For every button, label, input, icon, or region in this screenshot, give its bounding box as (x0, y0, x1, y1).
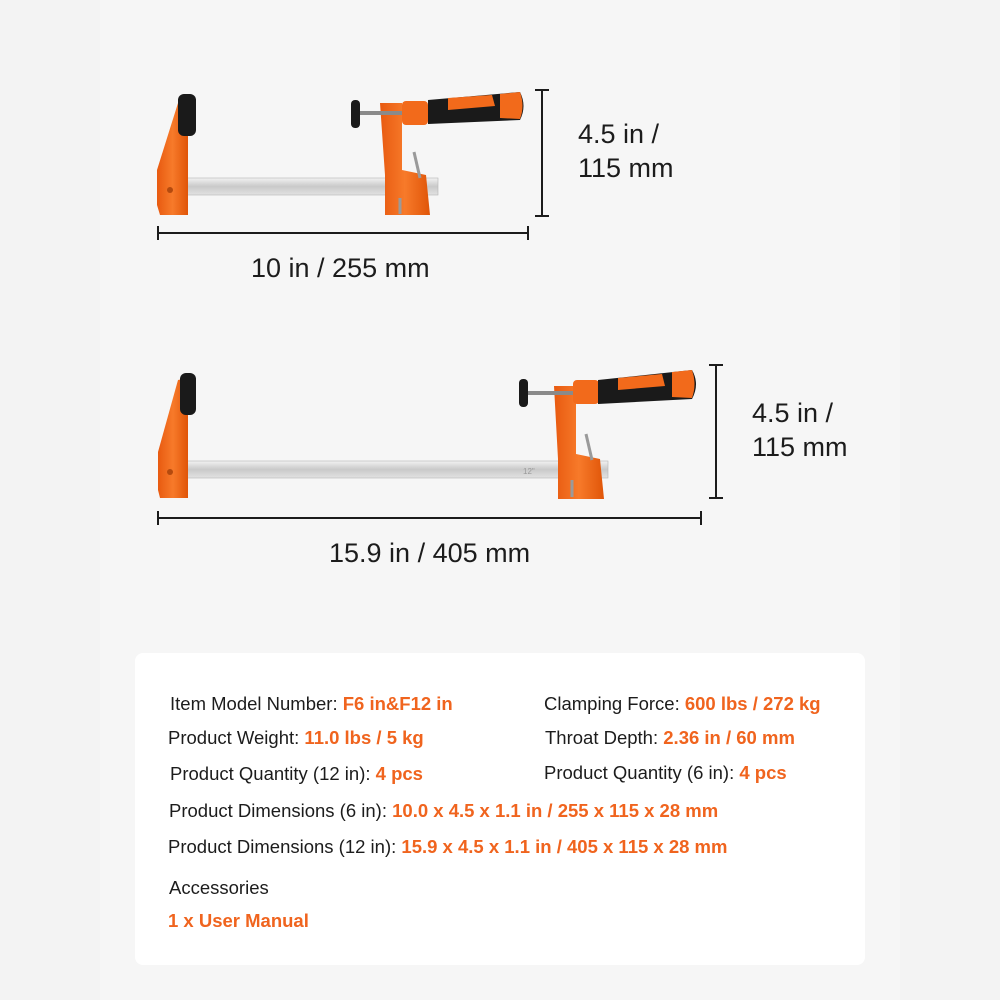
spec-qty6-label: Product Quantity (6 in): (544, 762, 740, 783)
bar-mark-12: 12" (523, 467, 535, 476)
spec-dim6-label: Product Dimensions (6 in): (169, 800, 393, 821)
spec-dim6-value: 10.0 x 4.5 x 1.1 in / 255 x 115 x 28 mm (392, 800, 719, 821)
spec-throat-label: Throat Depth: (545, 727, 664, 748)
small-height-label: 4.5 in / (578, 119, 660, 149)
large-length-label: 15.9 in / 405 mm (329, 538, 531, 568)
spec-throat-value: 2.36 in / 60 mm (663, 727, 795, 748)
spec-throat (545, 726, 795, 750)
spec-force-value: 600 lbs / 272 kg (684, 693, 821, 714)
spec-dim6 (169, 799, 718, 823)
small-length-label: 10 in / 255 mm (251, 253, 430, 283)
spec-qty6 (544, 761, 787, 785)
spec-weight-value: 11.0 lbs / 5 kg (304, 727, 424, 748)
spec-dim12-label: Product Dimensions (12 in): (168, 836, 402, 857)
accessories-title: Accessories (169, 877, 269, 898)
large-height-label: 4.5 in / (752, 398, 834, 428)
spec-force (544, 692, 821, 716)
spec-qty12-value: 4 pcs (375, 763, 423, 784)
spec-dim12 (168, 835, 727, 859)
spec-qty6-value: 4 pcs (739, 762, 787, 783)
large-height-mm-label: 115 mm (752, 432, 848, 462)
spec-weight (168, 726, 424, 750)
small-height-mm-label: 115 mm (578, 153, 674, 183)
spec-dim12-value: 15.9 x 4.5 x 1.1 in / 405 x 115 x 28 mm (401, 836, 728, 857)
spec-weight-label: Product Weight: (168, 727, 305, 748)
spec-qty12 (170, 762, 423, 786)
spec-qty12-label: Product Quantity (12 in): (170, 763, 376, 784)
spec-card (135, 653, 865, 965)
clamp-12in-illustration (158, 370, 696, 499)
spec-force-label: Clamping Force: (544, 693, 685, 714)
accessories-item: 1 x User Manual (168, 910, 309, 931)
spec-model-value: F6 in&F12 in (342, 693, 453, 714)
spec-model-label: Item Model Number: (170, 693, 343, 714)
clamp-6in-illustration (157, 92, 524, 215)
spec-model (170, 692, 453, 716)
